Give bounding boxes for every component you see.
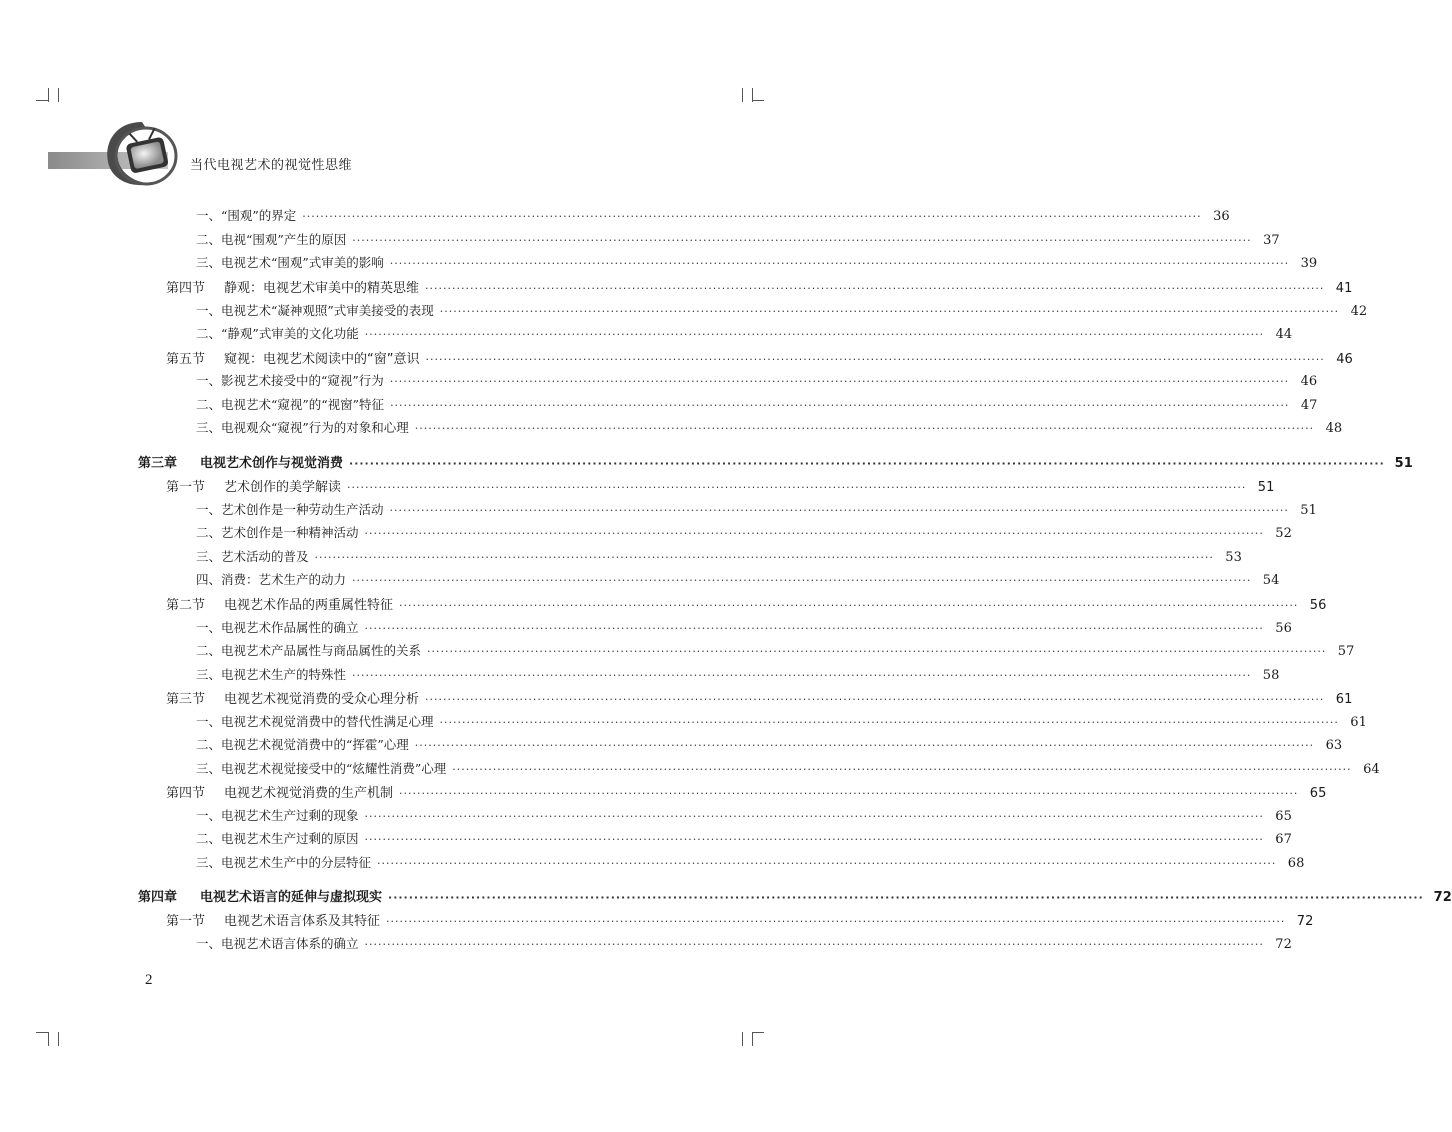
toc-entry-page: 65	[1275, 808, 1292, 824]
toc-leader-dots: ········································································································································································································	[439, 715, 1339, 729]
toc-entry-label	[196, 712, 434, 730]
toc-leader-dots: ········································································································································································································	[314, 550, 1214, 564]
toc-entry-section[interactable]	[166, 782, 1327, 804]
toc-entry-item[interactable]	[196, 934, 1292, 956]
toc-entry-page: 51	[1394, 456, 1413, 471]
toc-leader-dots: ········································································································································································································	[386, 915, 1286, 928]
toc-entry-title: 电视艺术视觉消费的受众心理分析	[224, 692, 420, 707]
toc-entry-item[interactable]	[196, 806, 1292, 828]
toc-entry-page: 61	[1335, 692, 1353, 707]
toc-entry-section[interactable]	[166, 348, 1353, 370]
toc-leader-dots: ········································································································································································································	[389, 503, 1289, 517]
toc-entry-title: 三、电视艺术视觉接受中的“炫耀性消费”心理	[196, 760, 447, 776]
toc-entry-item[interactable]	[196, 324, 1293, 346]
toc-entry-number: 第四章	[138, 890, 178, 905]
toc-entry-label	[196, 547, 309, 565]
toc-entry-number: 第二节	[166, 598, 206, 613]
toc-entry-title: 三、电视艺术生产的特殊性	[196, 666, 347, 682]
toc-leader-dots: ········································································································································································································	[364, 809, 1264, 823]
toc-entry-label	[196, 853, 371, 871]
toc-leader-dots: ········································································································································································································	[388, 891, 1424, 904]
toc-leader-dots: ········································································································································································································	[427, 645, 1327, 658]
toc-entry-label	[196, 301, 434, 319]
toc-entry-page: 39	[1300, 256, 1318, 271]
toc-entry-title: 电视艺术作品的两重属性特征	[224, 598, 394, 613]
toc-entry-page: 56	[1309, 598, 1327, 613]
toc-entry-title: 电视艺术创作与视觉消费	[200, 456, 344, 471]
toc-entry-label	[138, 886, 382, 905]
toc-leader-dots: ········································································································································································································	[389, 375, 1290, 388]
toc-entry-title: 一、电视艺术作品属性的确立	[196, 619, 359, 635]
toc-entry-item[interactable]	[196, 500, 1317, 522]
toc-entry-label	[196, 735, 409, 753]
crop-mark-bottom-right-h	[752, 1032, 764, 1033]
toc-entry-item[interactable]	[196, 253, 1318, 275]
toc-entry-chapter[interactable]	[138, 452, 1413, 474]
toc-entry-item[interactable]	[196, 618, 1292, 640]
toc-entry-title: 电视艺术语言体系及其特征	[224, 914, 381, 929]
toc-leader-dots: ········································································································································································································	[352, 233, 1252, 247]
toc-entry-label	[196, 395, 384, 413]
toc-entry-title: 二、电视“围观”产生的原因	[196, 231, 347, 247]
crop-mark-bottom-right-v2	[742, 1032, 743, 1046]
toc-entry-page: 46	[1336, 351, 1353, 367]
crop-mark-top-right-v	[752, 88, 753, 102]
toc-entry-label	[166, 782, 393, 801]
toc-entry-page: 72	[1296, 914, 1314, 929]
toc-entry-label	[196, 570, 346, 588]
toc-entry-title: 二、电视艺术“窥视”的“视窗”特征	[196, 396, 385, 412]
toc-entry-label	[196, 641, 421, 659]
crop-mark-top-left-v	[48, 88, 49, 102]
toc-entry-item[interactable]	[196, 395, 1318, 417]
tv-logo-icon	[102, 116, 184, 192]
toc-entry-title: 一、艺术创作是一种劳动生产活动	[196, 501, 384, 517]
toc-entry-title: 一、影视艺术接受中的“窥视”行为	[196, 373, 384, 388]
toc-entry-number: 第四节	[166, 786, 206, 801]
toc-entry-page: 61	[1350, 714, 1367, 730]
toc-leader-dots: ········································································································································································································	[364, 833, 1264, 846]
toc-entry-item[interactable]	[196, 230, 1280, 252]
toc-entry-title: 三、电视艺术“围观”式审美的影响	[196, 255, 384, 270]
toc-entry-title: 电视艺术视觉消费的生产机制	[224, 786, 394, 801]
toc-entry-label	[196, 759, 446, 777]
toc-entry-label	[166, 594, 393, 613]
toc-entry-label	[196, 206, 296, 224]
toc-entry-title: 二、电视艺术视觉消费中的“挥霍”心理	[196, 737, 409, 752]
toc-leader-dots: ········································································································································································································	[377, 856, 1277, 870]
toc-entry-label	[196, 806, 359, 824]
toc-entry-number: 第一节	[166, 914, 206, 929]
toc-entry-title: 艺术创作的美学解读	[224, 480, 342, 495]
toc-entry-page: 36	[1213, 209, 1230, 224]
toc-entry-page: 37	[1263, 232, 1280, 248]
toc-entry-label	[196, 324, 359, 342]
toc-entry-number: 第四节	[166, 281, 206, 296]
toc-entry-section[interactable]	[166, 476, 1275, 498]
toc-entry-page: 58	[1262, 667, 1280, 683]
toc-entry-label	[166, 910, 380, 929]
toc-entry-item[interactable]	[196, 735, 1343, 757]
toc-entry-page: 67	[1275, 832, 1292, 847]
toc-leader-dots: ········································································································································································································	[364, 328, 1265, 341]
toc-entry-label	[166, 277, 419, 296]
toc-entry-page: 72	[1275, 936, 1292, 952]
toc-entry-page: 65	[1309, 786, 1327, 801]
toc-entry-number: 第三章	[138, 456, 178, 471]
toc-leader-dots: ········································································································································································································	[352, 574, 1252, 587]
toc-entry-label	[196, 523, 359, 541]
toc-entry-section[interactable]	[166, 277, 1353, 299]
toc-entry-item[interactable]	[196, 547, 1242, 569]
toc-leader-dots: ········································································································································································································	[399, 787, 1299, 800]
toc-entry-item[interactable]	[196, 759, 1380, 781]
toc-entry-number: 第一节	[166, 480, 206, 495]
toc-entry-page: 64	[1363, 761, 1380, 777]
toc-entry-number: 第五节	[166, 351, 206, 367]
toc-entry-label	[196, 934, 359, 952]
toc-leader-dots: ········································································································································································································	[425, 693, 1325, 706]
toc-entry-title: 一、电视艺术生产过剩的现象	[196, 807, 359, 823]
toc-entry-label	[196, 371, 384, 389]
toc-entry-title: 二、“静观”式审美的文化功能	[196, 326, 359, 341]
toc-entry-page: 47	[1300, 397, 1318, 413]
toc-leader-dots: ········································································································································································································	[439, 304, 1340, 318]
toc-entry-title: 四、消费：艺术生产的动力	[196, 572, 347, 587]
toc-entry-label	[166, 476, 341, 495]
crop-mark-bottom-left-v2	[58, 1032, 59, 1046]
toc-entry-item[interactable]	[196, 371, 1318, 393]
toc-entry-page: 48	[1325, 421, 1343, 436]
toc-entry-title: 窥视：电视艺术阅读中的“窗”意识	[224, 351, 420, 367]
toc-entry-page: 72	[1433, 890, 1452, 905]
crop-mark-bottom-left-h	[36, 1032, 48, 1033]
toc-entry-label	[196, 253, 384, 271]
toc-entry-title: 二、电视艺术生产过剩的原因	[196, 831, 359, 846]
toc-leader-dots: ········································································································································································································	[389, 257, 1290, 270]
toc-entry-label	[196, 829, 359, 847]
toc-entry-title: 一、“围观”的界定	[196, 208, 297, 223]
toc-entry-page: 56	[1275, 620, 1292, 636]
toc-entry-number: 第三节	[166, 692, 206, 707]
toc-entry-page: 51	[1257, 480, 1275, 495]
toc-leader-dots: ········································································································································································································	[414, 422, 1315, 435]
toc-entry-page: 53	[1225, 549, 1242, 565]
crop-mark-bottom-left-v	[48, 1032, 49, 1046]
toc-entry-section[interactable]	[166, 688, 1353, 710]
toc-entry-item[interactable]	[196, 712, 1367, 734]
toc-entry-title: 一、电视艺术语言体系的确立	[196, 935, 359, 951]
toc-entry-label	[196, 230, 346, 248]
toc-entry-item[interactable]	[196, 418, 1343, 440]
toc-entry-page: 54	[1262, 573, 1280, 588]
toc-entry-label	[196, 665, 346, 683]
toc-entry-item[interactable]	[196, 641, 1355, 663]
toc-entry-item[interactable]	[196, 301, 1368, 323]
toc-entry-label	[196, 500, 384, 518]
toc-leader-dots: ········································································································································································································	[302, 210, 1202, 223]
toc-leader-dots: ········································································································································································································	[347, 481, 1247, 494]
toc-entry-title: 三、电视观众“窥视”行为的对象和心理	[196, 420, 409, 435]
crop-mark-top-left-v2	[58, 88, 59, 102]
toc-leader-dots: ········································································································································································································	[452, 762, 1352, 776]
toc-leader-dots: ········································································································································································································	[349, 457, 1385, 470]
crop-mark-top-right-h	[752, 100, 764, 101]
toc-entry-title: 二、艺术创作是一种精神活动	[196, 525, 359, 540]
toc-leader-dots: ········································································································································································································	[425, 282, 1325, 295]
toc-entry-page: 44	[1275, 327, 1293, 342]
toc-entry-title: 一、电视艺术视觉消费中的替代性满足心理	[196, 713, 434, 729]
toc-entry-title: 一、电视艺术“凝神观照”式审美接受的表现	[196, 302, 434, 318]
toc-entry-label	[138, 452, 343, 471]
toc-leader-dots: ········································································································································································································	[399, 599, 1299, 612]
toc-entry-title: 三、电视艺术生产中的分层特征	[196, 854, 372, 870]
toc-entry-page: 52	[1275, 526, 1292, 541]
toc-entry-title: 二、电视艺术产品属性与商品属性的关系	[196, 643, 422, 658]
toc-leader-dots: ········································································································································································································	[364, 621, 1264, 635]
toc-entry-page: 42	[1350, 303, 1368, 319]
toc-entry-page: 46	[1300, 374, 1318, 389]
toc-leader-dots: ········································································································································································································	[425, 352, 1325, 366]
running-head: 当代电视艺术的视觉性思维	[190, 158, 353, 173]
toc-leader-dots: ········································································································································································································	[414, 739, 1315, 752]
toc-entry-page: 63	[1325, 738, 1343, 753]
toc-entry-item[interactable]	[196, 665, 1280, 687]
toc-entry-title: 静观：电视艺术审美中的精英思维	[224, 281, 420, 296]
crop-mark-bottom-right-v	[752, 1032, 753, 1046]
toc-entry-page: 41	[1335, 281, 1353, 296]
toc-entry-item[interactable]	[196, 523, 1292, 545]
page-number: 2	[145, 972, 153, 988]
toc-entry-title: 三、艺术活动的普及	[196, 548, 309, 564]
toc-entry-label	[166, 688, 419, 707]
toc-entry-title: 电视艺术语言的延伸与虚拟现实	[200, 890, 383, 905]
crop-mark-top-left-h	[36, 100, 48, 101]
toc-leader-dots: ········································································································································································································	[352, 668, 1252, 682]
toc-entry-chapter[interactable]	[138, 886, 1452, 908]
toc-entry-label	[196, 618, 359, 636]
toc-entry-item[interactable]	[196, 853, 1305, 875]
toc-leader-dots: ········································································································································································································	[390, 398, 1290, 412]
toc-entry-page: 57	[1337, 644, 1355, 659]
toc-leader-dots: ········································································································································································································	[364, 937, 1264, 951]
toc-leader-dots: ········································································································································································································	[364, 527, 1264, 540]
toc-entry-label	[196, 418, 409, 436]
toc-entry-page: 51	[1300, 502, 1317, 518]
toc-entry-item[interactable]	[196, 829, 1292, 851]
toc-entry-section[interactable]	[166, 594, 1327, 616]
toc-entry-page: 68	[1287, 855, 1305, 871]
toc-entry-item[interactable]	[196, 206, 1230, 228]
toc-entry-section[interactable]	[166, 910, 1314, 932]
crop-mark-top-right-v2	[742, 88, 743, 102]
toc-entry-item[interactable]	[196, 570, 1280, 592]
toc-entry-label	[166, 348, 419, 367]
